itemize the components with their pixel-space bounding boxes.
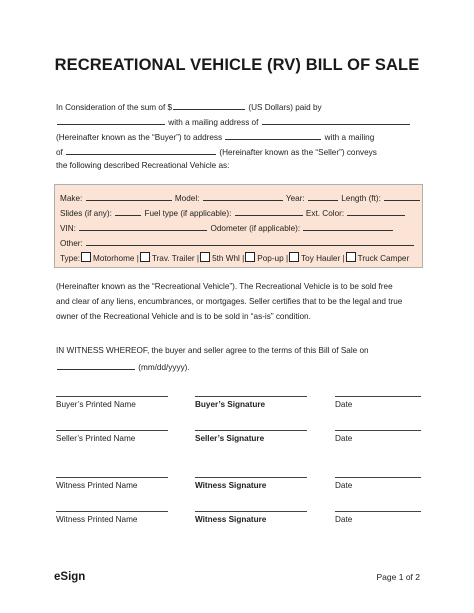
intro-text: with a mailing address of [168,118,259,127]
vehicle-row-vin [60,222,394,233]
type-option-label: Truck Camper [357,254,410,263]
buyer-printed-name-label: Buyer’s Printed Name [56,400,136,409]
vehicle-description-box [54,184,423,268]
intro-text: In Consideration of the sum of $ [56,103,173,112]
length-field[interactable] [384,192,420,201]
odometer-label: Odometer (if applicable): [210,224,301,233]
witness-2-date-label: Date [335,515,353,524]
intro-text: of [56,148,63,157]
year-field[interactable] [308,192,338,201]
make-field[interactable] [86,192,172,201]
fuel-field[interactable] [235,207,303,216]
intro-line-3 [56,131,374,142]
body-line-1: (Hereinafter known as the “Recreational Vehicle”). The Recreational Vehicle is to be sold free [56,282,393,291]
slides-label: Slides (if any): [60,209,112,218]
intro-text: (Hereinafter known as the “Buyer”) to address [56,133,223,142]
body-line-2: and clear of any liens, encumbrances, or mortgages. Seller certifies that to be the legal and true [56,297,403,306]
seller-printed-name-label: Seller’s Printed Name [56,434,136,443]
intro-text: with a mailing [324,133,375,142]
vehicle-row-type: Type: Motorhome | Trav. Trailer | 5th Whl | Pop-up | Toy Hauler | Truck Camper [60,254,410,263]
vin-field[interactable] [79,222,207,231]
buyer-signature-line[interactable] [195,396,307,397]
length-label: Length (ft): [341,194,381,203]
slides-field[interactable] [115,207,141,216]
witness-1-date-line[interactable] [335,477,421,478]
date-format-hint: (mm/dd/yyyy). [138,363,190,372]
witness-2-signature-line[interactable] [195,511,307,512]
page-number: Page 1 of 2 [376,572,420,582]
vehicle-row-slides [60,207,406,218]
intro-text: (US Dollars) paid by [248,103,322,112]
document-title: RECREATIONAL VEHICLE (RV) BILL OF SALE [54,56,420,74]
amount-field[interactable] [173,101,245,110]
model-field[interactable] [203,192,283,201]
pop-up-checkbox[interactable] [245,252,255,262]
type-option-label: Trav. Trailer [151,254,195,263]
other-field[interactable] [86,237,414,246]
intro-line-1 [56,101,322,112]
intro-text: (Hereinafter known as the “Seller”) conveys [219,148,377,157]
witness-line-2 [56,361,190,372]
witness-line-1: IN WITNESS WHEREOF, the buyer and seller agree to the terms of this Bill of Sale on [56,346,369,355]
witness-1-date-label: Date [335,481,353,490]
seller-name-field[interactable] [225,131,321,140]
seller-signature-label: Seller’s Signature [195,434,265,443]
motorhome-checkbox[interactable] [81,252,91,262]
buyer-name-field[interactable] [57,116,165,125]
esign-logo: eSign [54,571,86,583]
truck-camper-checkbox[interactable] [346,252,356,262]
make-label: Make: [60,194,83,203]
seller-printed-name-line[interactable] [56,430,168,431]
seller-address-field[interactable] [66,146,216,155]
intro-line-5: the following described Recreational Vehicle as: [56,161,230,170]
witness-1-printed-name-label: Witness Printed Name [56,481,138,490]
type-option-label: 5th Whl [212,254,240,263]
odometer-field[interactable] [303,222,393,231]
body-line-3: owner of the Recreational Vehicle and is to be sold in “as-is” condition. [56,312,311,321]
buyer-signature-label: Buyer’s Signature [195,400,266,409]
witness-1-signature-line[interactable] [195,477,307,478]
other-label: Other: [60,239,83,248]
vin-label: VIN: [60,224,76,233]
vehicle-row-other [60,237,415,248]
witness-2-printed-name-line[interactable] [56,511,168,512]
type-option-label: Toy Hauler [301,254,341,263]
travel-trailer-checkbox[interactable] [140,252,150,262]
fuel-label: Fuel type (if applicable): [144,209,232,218]
year-label: Year: [285,194,305,203]
type-label: Type: [60,254,81,263]
sale-date-field[interactable] [57,361,135,370]
witness-1-printed-name-line[interactable] [56,477,168,478]
buyer-date-label: Date [335,400,353,409]
type-option-label: Motorhome [93,254,135,263]
seller-date-line[interactable] [335,430,421,431]
ext-color-field[interactable] [347,207,405,216]
vehicle-row-make [60,192,421,203]
witness-1-signature-label: Witness Signature [195,481,267,490]
intro-line-4 [56,146,377,157]
witness-2-date-line[interactable] [335,511,421,512]
buyer-date-line[interactable] [335,396,421,397]
seller-date-label: Date [335,434,353,443]
intro-line-2 [56,116,411,127]
buyer-printed-name-line[interactable] [56,396,168,397]
witness-2-signature-label: Witness Signature [195,515,267,524]
fifth-wheel-checkbox[interactable] [200,252,210,262]
witness-2-printed-name-label: Witness Printed Name [56,515,138,524]
model-label: Model: [174,194,200,203]
seller-signature-line[interactable] [195,430,307,431]
ext-color-label: Ext. Color: [305,209,345,218]
type-option-label: Pop-up [257,254,284,263]
toy-hauler-checkbox[interactable] [289,252,299,262]
buyer-address-field[interactable] [262,116,410,125]
